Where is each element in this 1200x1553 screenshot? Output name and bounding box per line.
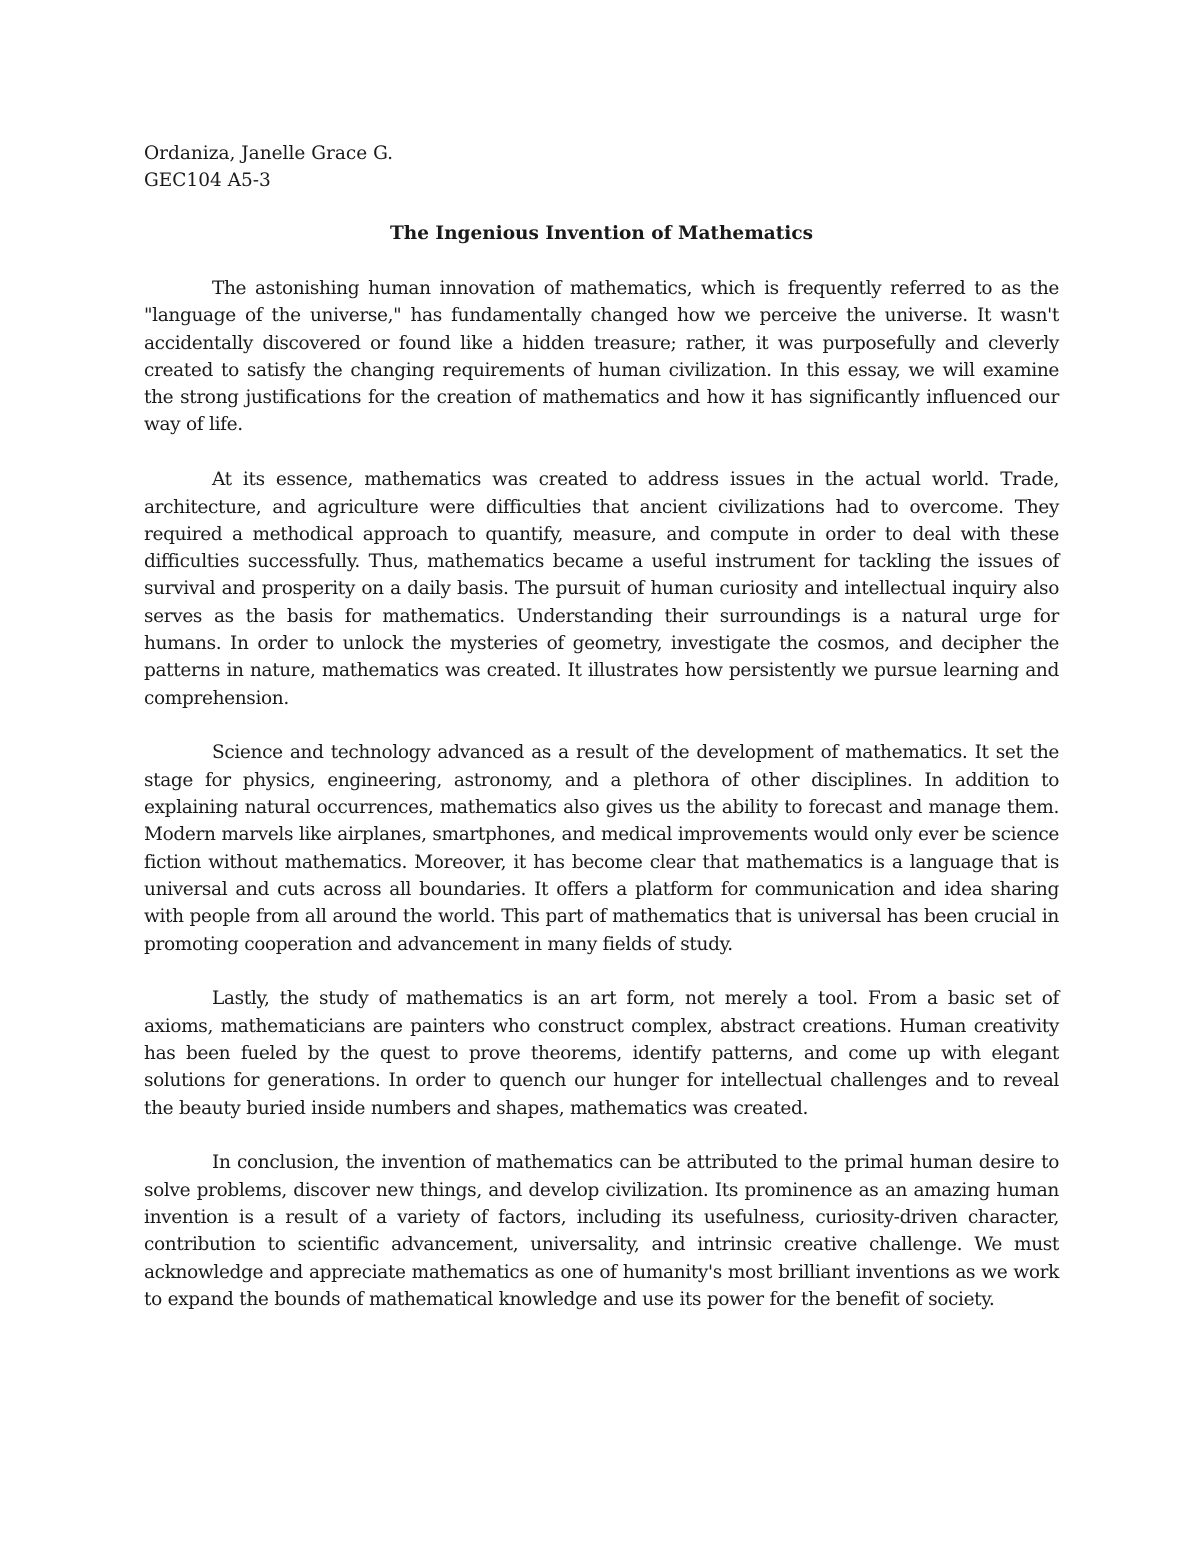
essay-title: The Ingenious Invention of Mathematics (389, 223, 814, 244)
paragraph-science-technology: Science and technology advanced as a result of the development of mathematics. It set the stage for physics, engineering, astronomy, and a plethora of other disciplines. In addition to explaining natural occurrences, mathematics also gives us the ability to forecast and manage them. Modern marvels like airplanes, smartphones, and medical improvements would only ever be science fiction without mathematics. Moreover, it has become clear that mathematics is a language that is universal and cuts across all boundaries. It offers a platform for communication and idea sharing with people from all around the world. This part of mathematics that is universal has been crucial in promoting cooperation and advancement in many fields of study. (144, 742, 1059, 955)
author-name: Ordaniza, Janelle Grace G. (144, 143, 394, 164)
paragraph-introduction: The astonishing human innovation of mathematics, which is frequently referred to as the "language of the universe," has fundamentally changed how we perceive the universe. It wasn't accidentally discovered or found like a hidden treasure; rather, it was purposefully and cleverly created to satisfy the changing requirements of human civilization. In this essay, we will examine the strong justifications for the creation of mathematics and how it has significantly influenced our way of life. (144, 278, 1059, 436)
paragraph-essence: At its essence, mathematics was created to address issues in the actual world. Trade, architecture, and agriculture were difficulties that ancient civilizations had to overcome. They required a methodical approach to quantify, measure, and compute in order to deal with these difficulties successfully. Thus, mathematics became a useful instrument for tackling the issues of survival and prosperity on a daily basis. The pursuit of human curiosity and intellectual inquiry also serves as the basis for mathematics. Understanding their surroundings is a natural urge for humans. In order to unlock the mysteries of geometry, investigate the cosmos, and decipher the patterns in nature, mathematics was created. It illustrates how persistently we pursue learning and comprehension. (144, 469, 1059, 709)
course-section: GEC104 A5-3 (144, 170, 271, 191)
paragraph-art-form: Lastly, the study of mathematics is an art form, not merely a tool. From a basic set of axioms, mathematicians are painters who construct complex, abstract creations. Human creativity has been fueled by the quest to prove theorems, identify patterns, and come up with elegant solutions for generations. In order to quench our hunger for intellectual challenges and to reveal the beauty buried inside numbers and shapes, mathematics was created. (144, 988, 1059, 1119)
document-body (144, 140, 1059, 1341)
paragraph-conclusion: In conclusion, the invention of mathematics can be attributed to the primal human desire to solve problems, discover new things, and develop civilization. Its prominence as an amazing human invention is a result of a variety of factors, including its usefulness, curiosity-driven character, contribution to scientific advancement, universality, and intrinsic creative challenge. We must acknowledge and appreciate mathematics as one of humanity's most brilliant inventions as we work to expand the bounds of mathematical knowledge and use its power for the benefit of society. (144, 1152, 1059, 1310)
